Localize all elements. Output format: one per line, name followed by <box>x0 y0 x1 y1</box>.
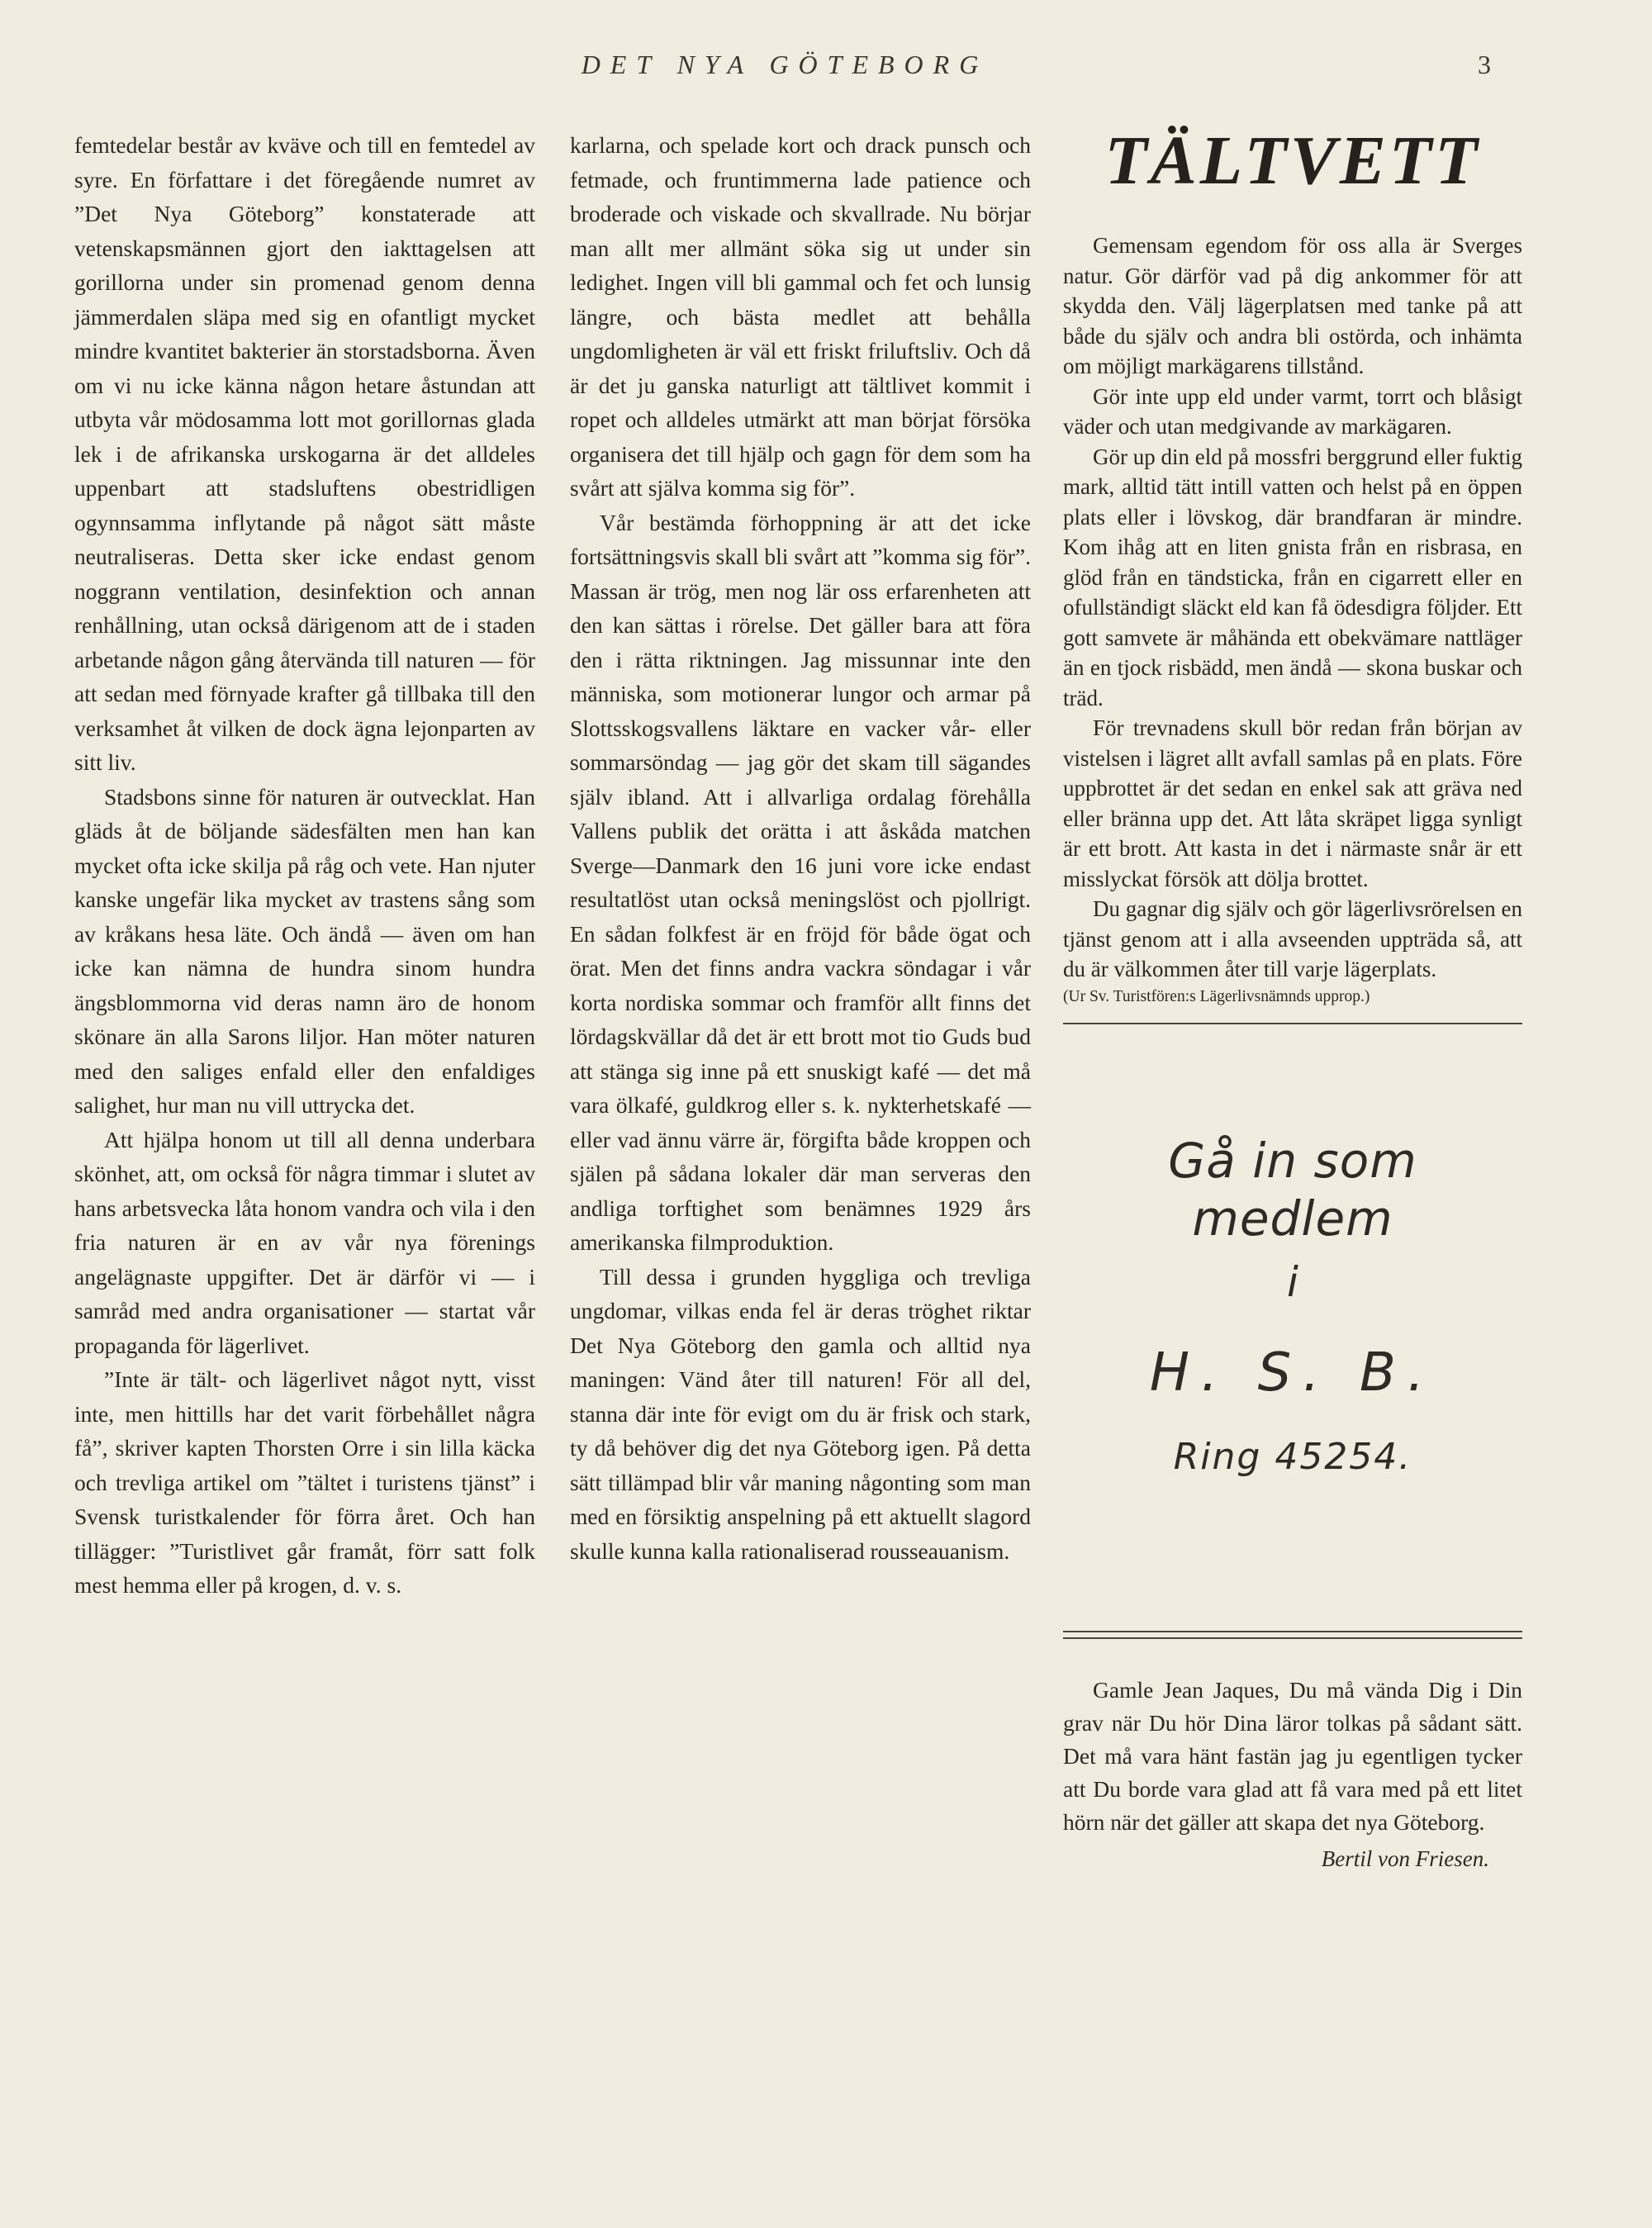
ad-connector: i <box>1287 1257 1298 1306</box>
body-paragraph: Till dessa i grunden hyggliga och trevliga ungdomar, vilkas enda fel är deras tröghet riktar Det Nya Göteborg den gamla och alltid nya maningen: Vänd åter till naturen! För all del, stanna där inte för evigt om du är frisk och stark, ty då behöver dig det nya Göteborg igen. På detta sätt tillämpad blir vår maning någonting som man med en försiktig anspelning på ett aktuellt slagord skulle kunna kalla rationaliserad rousseauanism. <box>570 1263 1031 1564</box>
ad-headline: Gå in som medlem <box>1168 1132 1417 1247</box>
column-3 <box>1063 122 1522 1875</box>
running-title: DET NYA GÖTEBORG <box>581 50 989 79</box>
body-paragraph: Du gagnar dig själv och gör lägerlivsrörelsen en tjänst genom att i alla avseenden uppträda så, att du är välkommen åter till varje lägerplats. <box>1063 896 1522 981</box>
divider <box>1063 1023 1522 1024</box>
letter-paragraph: Gamle Jean Jaques, Du må vända Dig i Din grav när Du hör Dina läror tolkas på sådant sätt. Det må vara hänt fastän jag ju egentligen tycker att Du borde vara glad att få vara med på ett litet hörn när det gäller att skapa det nya Göteborg. <box>1063 1676 1522 1835</box>
body-paragraph: Att hjälpa honom ut till all denna underbara skönhet, att, om också för några timmar i slutet av hans arbetsvecka låta honom vandra och vila i den fria naturen är en av vår nya förenings angelägnaste uppgifter. Det är därför vi — i samråd med andra organisationer — startat vår propaganda för lägerlivet. <box>74 1126 535 1358</box>
double-divider <box>1063 1631 1522 1639</box>
body-paragraph: Gemensam egendom för oss alla är Sverges natur. Gör därför vad på dig ankommer för att skydda den. Välj lägerplatsen med tanke på att både du själv och andra bli ostörda, och inhämta om möjligt markägarens tillstånd. <box>1063 233 1522 378</box>
body-paragraph: Vår bestämda förhoppning är att det icke fortsättningsvis skall bli svårt att ”komma sig för”. Massan är trög, men nog lär oss erfarenheten att den kan sättas i rörelse. Det gäller bara att föra den i rätta riktningen. Jag missunnar inte den människa, som motionerar lungor och armar på Slottsskogsvallens läktare en vacker vår- eller sommarsöndag — jag gör det skam till sägandes själv ibland. Att i allvarliga ordalag förehålla Vallens publik det orätta i att åskåda matchen Sverge—Danmark den 16 juni vore icke endast resultatlöst utan också meningslöst och pjollrigt. En sådan folkfest är en fröjd för både ögat och örat. Men det finns andra vackra söndagar i vår korta nordiska sommar och framför allt finns det lördagskvällar då det är ett brott mot tio Guds bud att stänga sig inne på ett snuskigt kafé — det må vara ölkafé, guldkrog eller s. k. nykterhetskafé — eller vad ännu värre är, förgifta både kroppen och själen på sådana lokaler där man serveras den andliga torftighet som benämnes 1929 års amerikanska filmproduktion. <box>570 509 1031 1255</box>
body-paragraph: femtedelar består av kväve och till en femtedel av syre. En författare i det föregående numret av ”Det Nya Göteborg” konstaterade att vetenskapsmännen gjort den iakttagelsen att gorillorna under sin promenad genom denna jämmerdalen släpa med sig en ofantligt mycket mindre kvantitet bakterier än storstadsborna. Även om vi nu icke känna någon hetare åstundan att utbyta vår mödosamma lott mot gorillornas glada lek i de afrikanska urskogarna är det alldeles uppenbart att stadsluftens obestridligen ogynnsamma inflytande på något sätt måste neutraliseras. Detta sker icke endast genom noggrann ventilation, desinfektion och annan renhållning, utan också därigenom att de i staden arbetande någon gång återvända till naturen — för att sedan med förnyade krafter gå tillbaka till den verksamhet åt vilken de dock ägna lejonparten av sitt liv. <box>74 132 535 775</box>
page-number: 3 <box>1478 50 1491 79</box>
column-1 <box>74 128 535 1603</box>
letter-section <box>1063 1674 1522 1875</box>
body-paragraph: Stadsbons sinne för naturen är outvecklat. Han gläds åt de böljande sädesfälten men han kan mycket ofta icke skilja på råg och vete. Han njuter kanske ungefär lika mycket av trastens sång som av kråkans hesa läte. Och ändå — även om han icke kan nämna de hundra sinom hundra ängsblommorna vid deras namn äro de honom skönare än alla Sarons liljor. Han möter naturen med den saliges enfald eller den enfaldiges salighet, hur man nu vill uttrycka det. <box>74 783 535 1118</box>
hsb-advertisement <box>1063 1132 1522 1480</box>
body-paragraph: ”Inte är tält- och lägerlivet något nytt, visst inte, men hittills har det varit förbehållet några få”, skriver kapten Thorsten Orre i sin lilla käcka och trevliga artikel om ”tältet i turistens tjänst” i Svensk turistkalender för förra året. Och han tillägger: ”Turistlivet går framåt, förr satt folk mest hemma eller på krogen, d. v. s. <box>74 1366 535 1598</box>
body-paragraph: karlarna, och spelade kort och drack punsch och fetmade, och fruntimmerna lade patience och broderade och viskade och skvallrade. Nu börjar man allt mer allmänt söka sig ut under sin ledighet. Ingen vill bli gammal och fet och lunsig längre, och bästa medlet att behålla ungdomligheten är väl ett friskt friluftsliv. Och då är det ju ganska naturligt att tältlivet kommit i ropet och alldeles utmärkt att man börjat försöka organisera det till hjälp och gagn för dem som ha svårt att själva komma sig för”. <box>570 132 1031 501</box>
article-title: TÄLTVETT <box>1104 122 1481 199</box>
body-paragraph: Gör up din eld på mossfri berggrund eller fuktig mark, alltid tätt intill vatten och helst på en öppen plats eller i lövskog, där brandfaran är mindre. Kom ihåg att en liten gnista från en risbrasa, en glöd från en tändsticka, från en cigarrett eller en ofullständigt släckt eld kan få ödesdigra följder. Ett gott samvete är måhända ett obekvämare nattläger än en tjock risbädd, men ändå — skona buskar och träd. <box>1063 444 1522 710</box>
body-paragraph: Gör inte upp eld under varmt, torrt och blåsigt väder och utan medgivande av markägaren. <box>1063 383 1522 439</box>
column-2 <box>570 128 1031 1568</box>
ad-phone: Ring 45254. <box>1173 1435 1412 1478</box>
ad-organization: H. S. B. <box>1149 1342 1436 1404</box>
body-paragraph: För trevnadens skull bör redan från början av vistelsen i lägret allt avfall samlas på en plats. Före uppbrottet är det sedan en enkel sak att gräva ned eller bränna upp det. Att låta skräpet ligga synligt är ett brott. Att kasta in det i närmaste snår är ett misslyckat försök att dölja brottet. <box>1063 715 1522 891</box>
signature: Bertil von Friesen. <box>1321 1846 1489 1871</box>
page-header <box>0 50 1652 99</box>
source-note: (Ur Sv. Turistfören:s Lägerlivsnämnds upprop.) <box>1063 987 1370 1005</box>
